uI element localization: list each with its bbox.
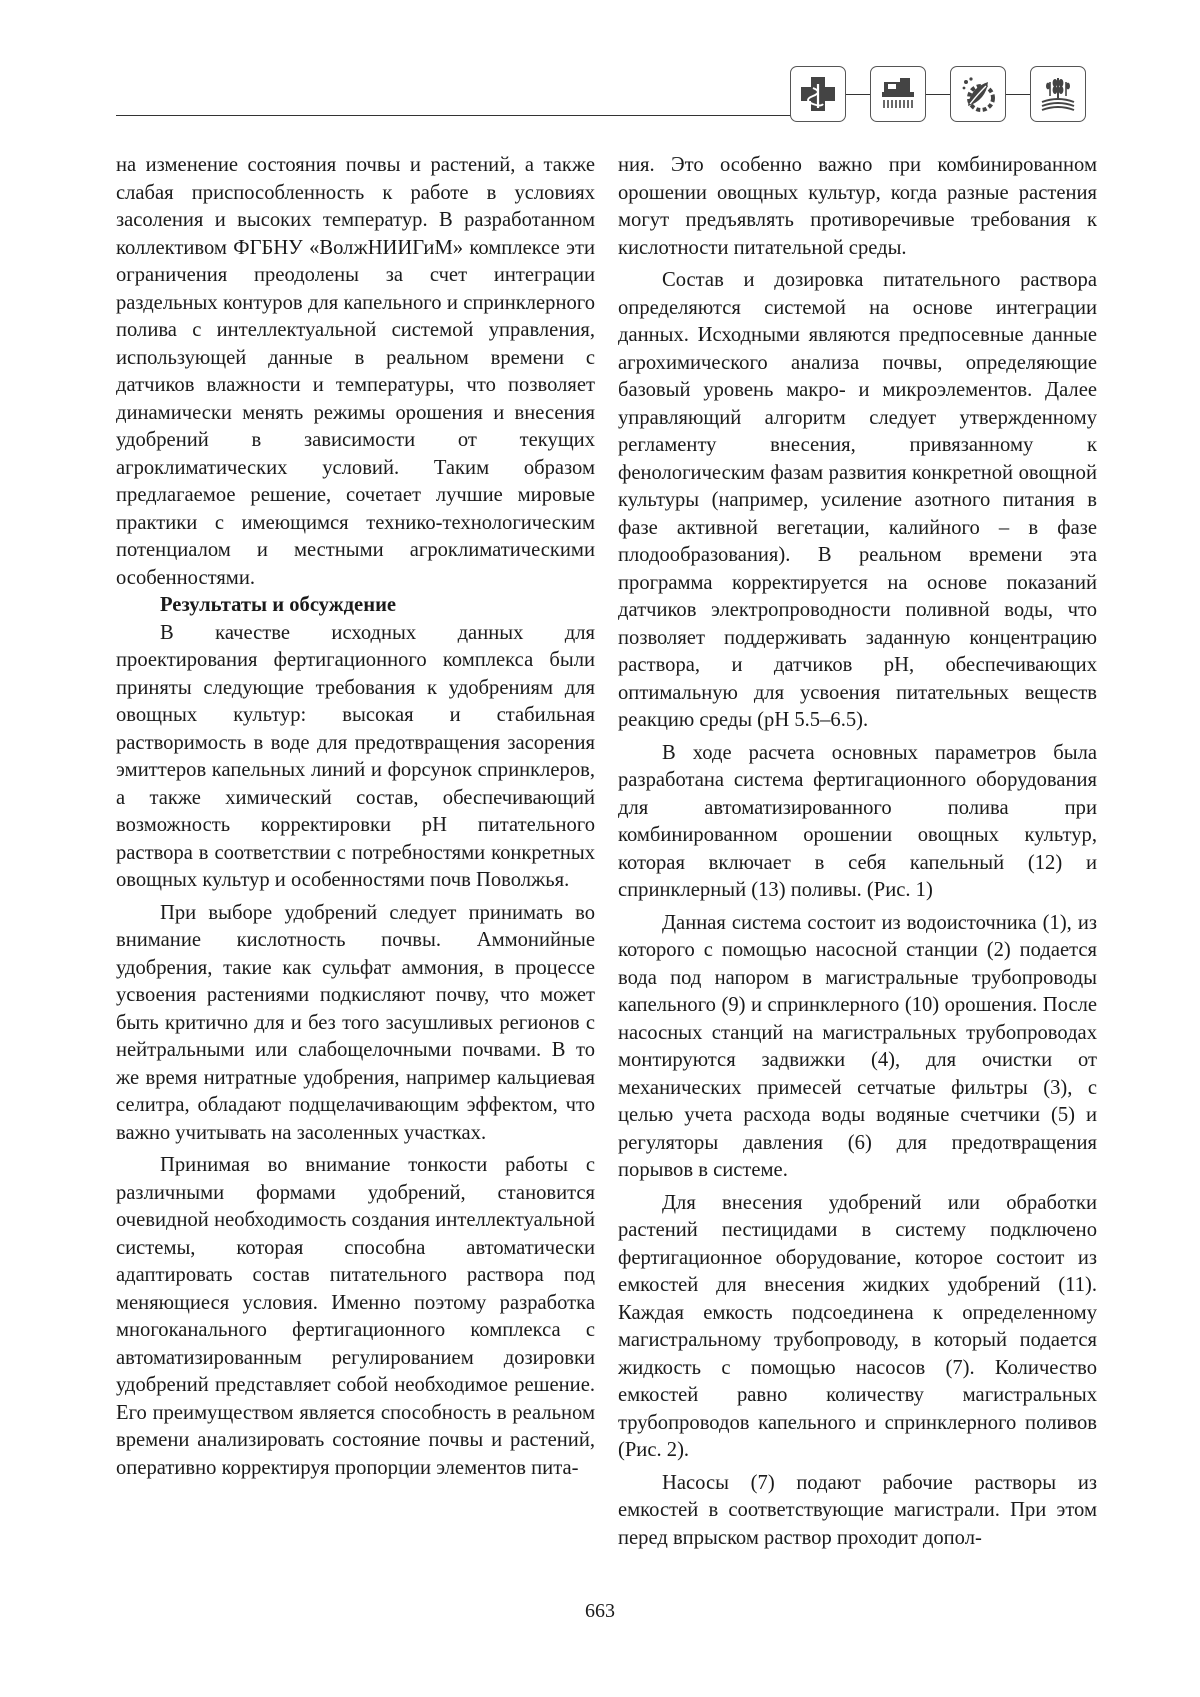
page-number: 663: [585, 1600, 615, 1622]
medical-cross-icon: [790, 66, 846, 122]
paragraph: При выборе удобрений следует принимать во внимание кислотность почвы. Аммонийные удобрения, такие как сульфат аммония, в процессе усвоения растениями подкисляют почву, что может быть критично для и без того засушливых регионов с нейтральными или слабощелочными почвами. В то же время нитратные удобрения, например кальциевая селитра, обладают подщелачивающим эффектом, что важно учитывать на засоленных участках.: [116, 901, 595, 1144]
paragraph: Данная система состоит из водоисточника (1), из которого с помощью насосной станции (2) подается вода под напором в магистральные трубопроводы капельного (9) и спринклерного (10) орошения. После насосных станций на магистральных трубопроводах монтируются задвижки (4), для очистки от механических примесей сетчатые фильтры (3), с целью учета расхода воды водяные счетчики (5) и регуляторы давления (6) для предотвращения порывов в системе.: [618, 911, 1097, 1181]
icon-connector: [846, 94, 870, 95]
paragraph: Принимая во внимание тонкости работы с различными формами удобрений, становится очевидной необходимость создания интеллектуальной системы, которая способна автоматически адаптировать состав питательного раствора под меняющиеся условия. Именно поэтому разработка многоканального фертигационного комплекса с автоматизированным регулированием дозировки удобрений представляет собой необходимое решение. Его преимуществом является способность в реальном времени анализировать состояние почвы и растений, оперативно корректируя пропорции элементов пита-: [116, 1154, 595, 1479]
right-column: [618, 152, 1097, 1552]
header-icon-bar: [790, 64, 1086, 124]
paragraph: В качестве исходных данных для проектирования фертигационного комплекса были приняты следующие требования к удобрениям для овощных культур: высокая и стабильная растворимость в воде для предотвращения засорения эмиттеров капельных линий и форсунок спринклеров, а также химический состав, обеспечивающий возможность корректировки pH питательного раствора в соответствии с потребностями конкретных овощных культур и особенностями почв Поволжья.: [116, 621, 595, 891]
wheat-field-icon: [1030, 66, 1086, 122]
paragraph: Состав и дозировка питательного раствора определяются системой на основе интеграции данных. Исходными являются предпосевные данные агрохимического анализа почвы, определяющие базовый уровень макро- и микроэлементов. Далее управляющий алгоритм следует утвержденному регламенту внесения, привязанному к фенологическим фазам развития конкретной овощной культуры (например, усиление азотного питания в фазе активной вегетации, калийного – в фазе плодообразования). В реальном времени эта программа корректируется на основе показаний датчиков электропроводности поливной воды, что позволяет поддерживать заданную концентрацию раствора, и датчиков pH, обеспечивающих оптимальную для усвоения питательных веществ реакцию среды (pH 5.5–6.5).: [618, 269, 1097, 731]
left-column: [116, 152, 595, 1482]
paragraph: ния. Это особенно важно при комбинированном орошении овощных культур, когда разные растения могут предъявлять противоречивые требования к кислотности питательной среды.: [618, 154, 1097, 259]
section-heading: Результаты и обсуждение: [160, 594, 397, 616]
paragraph: на изменение состояния почвы и растений, а также слабая приспособленность к работе в условиях засоления и высоких температур. В разработанном коллективом ФГБНУ «ВолжНИИГиМ» комплексе эти ограничения преодолены за счет интеграции раздельных контуров для капельного и спринклерного полива с интеллектуальной системой управления, использующей данные в реальном времени с датчиков влажности и температуры, что позволяет динамически менять режимы орошения и внесения удобрений в зависимости от текущих агроклиматических условий. Таким образом предлагаемое решение, сочетает лучшие мировые практики с имеющимся технико-технологическим потенциалом и местными агроклиматическими особенностями.: [116, 154, 595, 589]
plant-gear-icon: [950, 66, 1006, 122]
header-rule: [116, 115, 792, 116]
icon-connector: [1006, 94, 1030, 95]
paragraph: В ходе расчета основных параметров была разработана система фертигационного оборудования для автоматизированного полива при комбинированном орошении овощных культур, которая включает в себя капельный (12) и спринклерный (13) поливы. (Рис. 1): [618, 741, 1097, 901]
harvester-icon: [870, 66, 926, 122]
icon-connector: [926, 94, 950, 95]
paragraph: Насосы (7) подают рабочие растворы из емкостей в соответствующие магистрали. При этом перед впрыском раствор проходит допол-: [618, 1471, 1097, 1549]
paragraph: Для внесения удобрений или обработки растений пестицидами в систему подключено фертигационное оборудование, которое состоит из емкостей для внесения жидких удобрений (11). Каждая емкость подсоединена к определенному магистральному трубопроводу, в который подается жидкость с помощью насосов (7). Количество емкостей равно количеству магистральных трубопроводов капельного и спринклерного поливов (Рис. 2).: [618, 1191, 1097, 1461]
